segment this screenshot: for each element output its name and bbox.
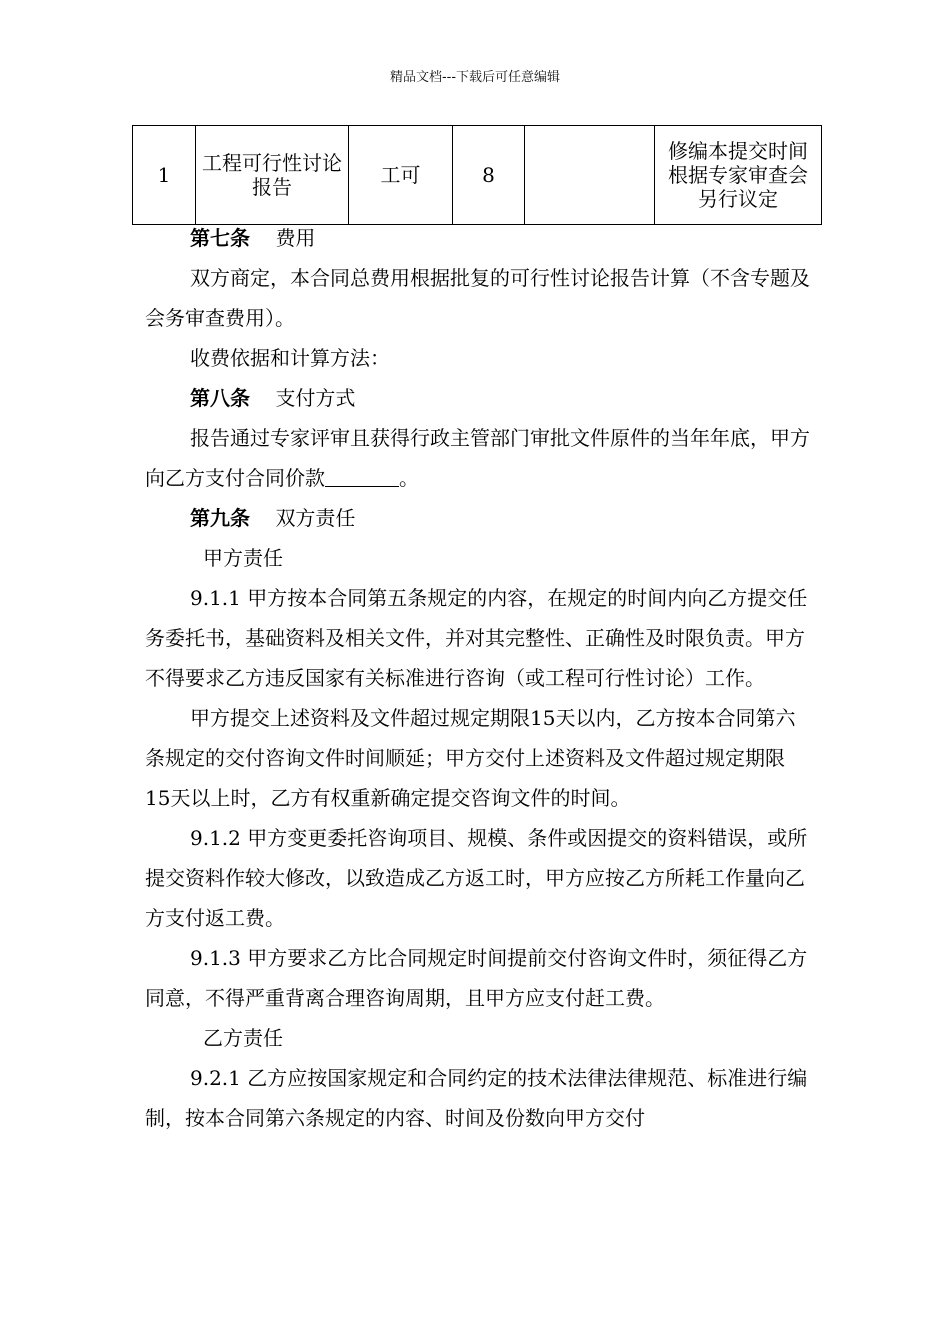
paragraph xyxy=(145,418,810,498)
amount-blank xyxy=(325,466,399,487)
page-header: 精品文档---下载后可任意编辑 xyxy=(389,70,561,85)
payment-end: 。 xyxy=(399,466,419,490)
paragraph: 收费依据和计算方法： xyxy=(190,346,390,370)
deliverable-abbr: 工可 xyxy=(349,126,453,225)
article-7-heading xyxy=(145,218,810,258)
article-8-heading xyxy=(145,378,810,418)
paragraph: 双方商定，本合同总费用根据批复的可行性讨论报告计算（不含专题及会务审查费用）。 xyxy=(145,266,810,330)
table-row xyxy=(133,126,822,225)
article-9-heading xyxy=(145,498,810,538)
article-title: 第九条 xyxy=(190,506,250,530)
article-title: 第七条 xyxy=(190,226,250,250)
row-number: 1 xyxy=(133,126,196,225)
paragraph: 甲方提交上述资料及文件超过规定期限15天以内，乙方按本合同第六条规定的交付咨询文件时间顺延；甲方交付上述资料及文件超过规定期限15天以上时，乙方有权重新确定提交咨询文件的时间。 xyxy=(145,706,796,810)
article-name: 费用 xyxy=(275,226,316,250)
paragraph: 9.1.1 甲方按本合同第五条规定的内容，在规定的时间内向乙方提交任务委托书，基础资料及相关文件，并对其完整性、正确性及时限负责。甲方不得要求乙方违反国家有关标准进行咨询（或工程可行性讨论）工作。 xyxy=(145,586,808,690)
subsection-heading: 甲方责任 xyxy=(203,546,283,570)
paragraph: 9.1.3 甲方要求乙方比合同规定时间提前交付咨询文件时，须征得乙方同意，不得严重背离合理咨询周期，且甲方应支付赶工费。 xyxy=(145,946,808,1010)
payment-text: 报告通过专家评审且获得行政主管部门审批文件原件的当年年底，甲方向乙方支付合同价款 xyxy=(145,426,810,490)
paragraph: 9.1.2 甲方变更委托咨询项目、规模、条件或因提交的资料错误，或所提交资料作较大修改，以致造成乙方返工时，甲方应按乙方所耗工作量向乙方支付返工费。 xyxy=(145,826,808,930)
subsection-heading: 乙方责任 xyxy=(203,1026,283,1050)
copies-count: 8 xyxy=(453,126,525,225)
article-name: 支付方式 xyxy=(275,386,356,410)
deliverable-name: 工程可行性讨论报告 xyxy=(196,126,349,225)
article-title: 第八条 xyxy=(190,386,250,410)
remark-cell: 修编本提交时间根据专家审查会另行议定 xyxy=(655,126,822,225)
contract-body xyxy=(145,218,810,1138)
article-name: 双方责任 xyxy=(275,506,356,530)
deliverables-table xyxy=(132,125,822,225)
empty-cell xyxy=(525,126,655,225)
paragraph: 9.2.1 乙方应按国家规定和合同约定的技术法律法律规范、标准进行编制，按本合同第六条规定的内容、时间及份数向甲方交付 xyxy=(145,1066,808,1130)
